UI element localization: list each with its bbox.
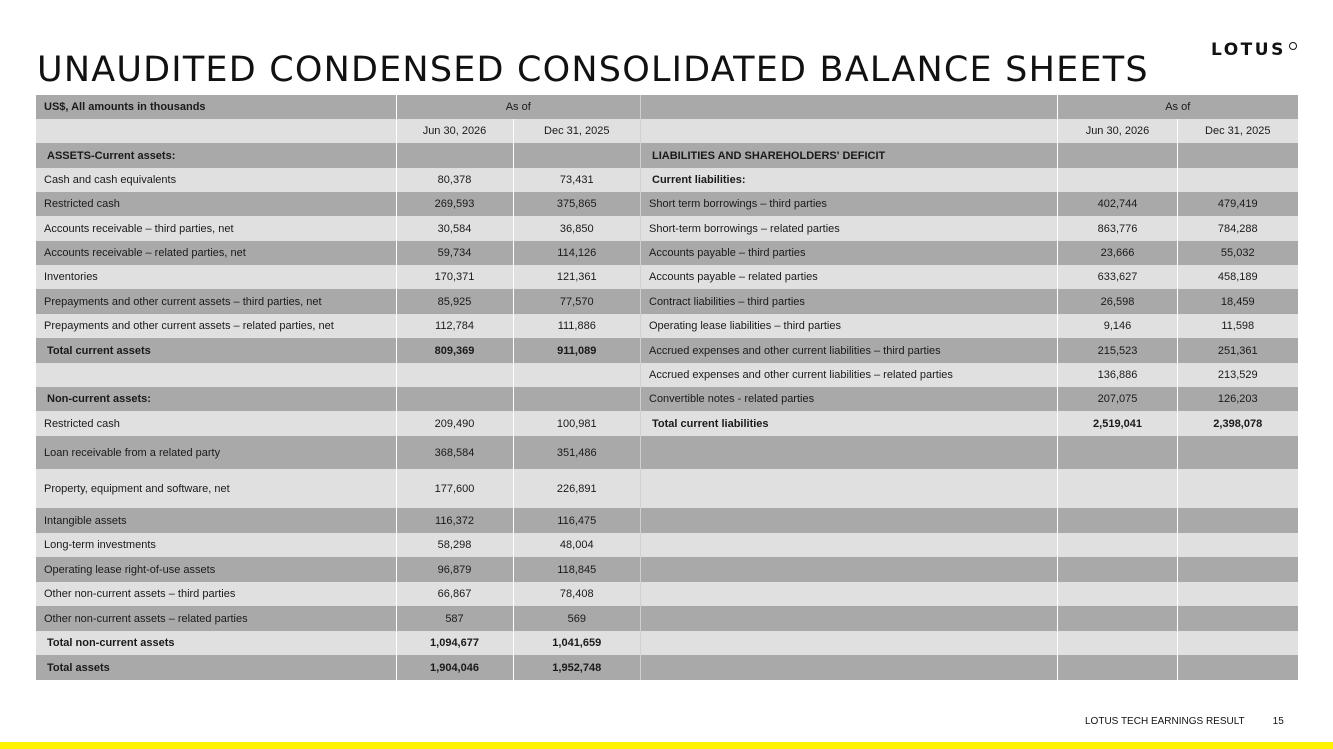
row-value-1: 863,776: [1058, 216, 1178, 241]
row-value-1: 209,490: [396, 411, 513, 436]
row-label: Restricted cash: [36, 411, 396, 436]
row-value-2: 126,203: [1178, 387, 1298, 411]
row-value-1: 177,600: [396, 469, 513, 508]
column-header-row: [641, 119, 1298, 143]
col-jun-2026: Jun 30, 2026: [1058, 119, 1178, 143]
row-label: Accounts payable – third parties: [641, 241, 1058, 265]
table-row: [641, 314, 1298, 338]
row-label: Total non-current assets: [36, 631, 396, 655]
row-value-2: 784,288: [1178, 216, 1298, 241]
row-value-1: 23,666: [1058, 241, 1178, 265]
row-value-2: 114,126: [513, 241, 640, 265]
footer-text: LOTUS TECH EARNINGS RESULT: [1085, 716, 1245, 727]
row-label: Accrued expenses and other current liabilities – related parties: [641, 363, 1058, 387]
table-row: [36, 338, 640, 363]
table-row: [36, 606, 640, 631]
row-value-2: 351,486: [513, 436, 640, 469]
empty-row: [641, 508, 1298, 533]
table-row: [641, 143, 1298, 168]
assets-table: [36, 95, 640, 680]
table-row: [36, 557, 640, 582]
liabilities-table: [640, 95, 1298, 680]
table-header-row: [641, 95, 1298, 119]
row-label: Accounts payable – related parties: [641, 265, 1058, 289]
row-value-2: [1178, 168, 1298, 192]
row-label: Contract liabilities – third parties: [641, 289, 1058, 314]
row-value-2: 118,845: [513, 557, 640, 582]
row-label: Convertible notes - related parties: [641, 387, 1058, 411]
row-value-1: 207,075: [1058, 387, 1178, 411]
table-row: [36, 411, 640, 436]
empty-row: [641, 436, 1298, 469]
row-label: Loan receivable from a related party: [36, 436, 396, 469]
table-row: [36, 436, 640, 469]
row-value-2: 213,529: [1178, 363, 1298, 387]
row-label: ASSETS-Current assets:: [36, 143, 396, 168]
row-value-1: 58,298: [396, 533, 513, 557]
row-value-2: 1,952,748: [513, 655, 640, 680]
table-row: [36, 533, 640, 557]
column-header-row: [36, 119, 640, 143]
table-row: [36, 582, 640, 606]
table-row: [36, 363, 640, 387]
row-value-1: [1058, 168, 1178, 192]
row-value-1: 9,146: [1058, 314, 1178, 338]
lotus-logo: LOTUS: [1211, 40, 1286, 60]
row-value-1: 633,627: [1058, 265, 1178, 289]
row-label: [36, 363, 396, 387]
row-label: LIABILITIES AND SHAREHOLDERS' DEFICIT: [641, 143, 1058, 168]
table-row: [641, 241, 1298, 265]
row-value-2: 569: [513, 606, 640, 631]
empty-row: [641, 582, 1298, 606]
table-row: [36, 216, 640, 241]
as-of-label: As of: [396, 95, 640, 119]
row-label: Accounts receivable – third parties, net: [36, 216, 396, 241]
row-value-1: 66,867: [396, 582, 513, 606]
empty-row: [641, 655, 1298, 680]
row-label: Short-term borrowings – related parties: [641, 216, 1058, 241]
table-row: [641, 387, 1298, 411]
row-label: Other non-current assets – third parties: [36, 582, 396, 606]
table-row: [36, 387, 640, 411]
row-label: Current liabilities:: [641, 168, 1058, 192]
row-label: Operating lease liabilities – third parties: [641, 314, 1058, 338]
row-value-1: [396, 363, 513, 387]
row-value-2: 2,398,078: [1178, 411, 1298, 436]
row-value-1: 85,925: [396, 289, 513, 314]
row-value-2: 55,032: [1178, 241, 1298, 265]
row-value-2: 911,089: [513, 338, 640, 363]
table-header-row: [36, 95, 640, 119]
table-row: [36, 168, 640, 192]
empty-row: [641, 533, 1298, 557]
empty-row: [641, 631, 1298, 655]
row-label: Total current assets: [36, 338, 396, 363]
row-value-1: 1,094,677: [396, 631, 513, 655]
row-label: Property, equipment and software, net: [36, 469, 396, 508]
row-value-1: 59,734: [396, 241, 513, 265]
row-value-1: 368,584: [396, 436, 513, 469]
table-row: [36, 265, 640, 289]
row-label: Inventories: [36, 265, 396, 289]
table-row: [36, 631, 640, 655]
as-of-label: As of: [1058, 95, 1298, 119]
row-value-2: 73,431: [513, 168, 640, 192]
row-value-1: 116,372: [396, 508, 513, 533]
page-title: UNAUDITED CONDENSED CONSOLIDATED BALANCE SHEETS: [37, 50, 1149, 90]
table-row: [641, 289, 1298, 314]
row-label: Operating lease right-of-use assets: [36, 557, 396, 582]
row-label: Non-current assets:: [36, 387, 396, 411]
table-row: [36, 508, 640, 533]
col-dec-2025: Dec 31, 2025: [513, 119, 640, 143]
row-label: Accounts receivable – related parties, net: [36, 241, 396, 265]
table-row: [641, 168, 1298, 192]
row-label: Total assets: [36, 655, 396, 680]
row-value-2: [513, 387, 640, 411]
empty-row: [641, 469, 1298, 508]
row-value-2: 78,408: [513, 582, 640, 606]
table-row: [641, 216, 1298, 241]
row-value-1: 136,886: [1058, 363, 1178, 387]
row-value-1: 30,584: [396, 216, 513, 241]
row-value-2: 1,041,659: [513, 631, 640, 655]
row-value-2: 458,189: [1178, 265, 1298, 289]
row-value-1: 112,784: [396, 314, 513, 338]
row-value-2: 18,459: [1178, 289, 1298, 314]
table-row: [641, 411, 1298, 436]
page-number: 15: [1272, 716, 1284, 727]
table-row: [641, 338, 1298, 363]
row-value-2: 77,570: [513, 289, 640, 314]
bottom-accent-bar: [0, 742, 1333, 749]
row-value-1: 80,378: [396, 168, 513, 192]
row-value-1: [1058, 143, 1178, 168]
row-value-1: 587: [396, 606, 513, 631]
row-value-2: 116,475: [513, 508, 640, 533]
table-row: [36, 192, 640, 216]
row-value-2: 375,865: [513, 192, 640, 216]
table-row: [36, 289, 640, 314]
row-value-2: [513, 363, 640, 387]
footer: [1085, 716, 1284, 727]
table-row: [36, 469, 640, 508]
row-value-1: 170,371: [396, 265, 513, 289]
row-label: Accrued expenses and other current liabilities – third parties: [641, 338, 1058, 363]
table-row: [36, 143, 640, 168]
row-value-2: 36,850: [513, 216, 640, 241]
unit-label: US$, All amounts in thousands: [36, 95, 396, 119]
col-jun-2026: Jun 30, 2026: [396, 119, 513, 143]
table-row: [641, 192, 1298, 216]
row-value-1: 809,369: [396, 338, 513, 363]
row-value-1: 96,879: [396, 557, 513, 582]
row-label: Intangible assets: [36, 508, 396, 533]
row-value-2: 226,891: [513, 469, 640, 508]
row-label: Cash and cash equivalents: [36, 168, 396, 192]
table-row: [36, 655, 640, 680]
row-label: Long-term investments: [36, 533, 396, 557]
row-value-1: 26,598: [1058, 289, 1178, 314]
registered-mark-icon: [1289, 42, 1297, 50]
row-value-2: 251,361: [1178, 338, 1298, 363]
table-row: [641, 363, 1298, 387]
row-value-2: 479,419: [1178, 192, 1298, 216]
row-label: Restricted cash: [36, 192, 396, 216]
row-label: Total current liabilities: [641, 411, 1058, 436]
row-value-2: 100,981: [513, 411, 640, 436]
row-value-1: [396, 143, 513, 168]
table-row: [36, 241, 640, 265]
row-value-1: [396, 387, 513, 411]
row-value-1: 2,519,041: [1058, 411, 1178, 436]
row-value-2: 11,598: [1178, 314, 1298, 338]
row-value-2: 48,004: [513, 533, 640, 557]
row-value-1: 215,523: [1058, 338, 1178, 363]
empty-row: [641, 557, 1298, 582]
row-label: Other non-current assets – related parties: [36, 606, 396, 631]
row-value-2: 121,361: [513, 265, 640, 289]
row-label: Short term borrowings – third parties: [641, 192, 1058, 216]
row-value-1: 1,904,046: [396, 655, 513, 680]
col-dec-2025: Dec 31, 2025: [1178, 119, 1298, 143]
row-value-2: 111,886: [513, 314, 640, 338]
table-row: [36, 314, 640, 338]
row-value-1: 269,593: [396, 192, 513, 216]
table-row: [641, 265, 1298, 289]
row-value-1: 402,744: [1058, 192, 1178, 216]
empty-row: [641, 606, 1298, 631]
row-label: Prepayments and other current assets – related parties, net: [36, 314, 396, 338]
row-value-2: [1178, 143, 1298, 168]
row-label: Prepayments and other current assets – third parties, net: [36, 289, 396, 314]
row-value-2: [513, 143, 640, 168]
